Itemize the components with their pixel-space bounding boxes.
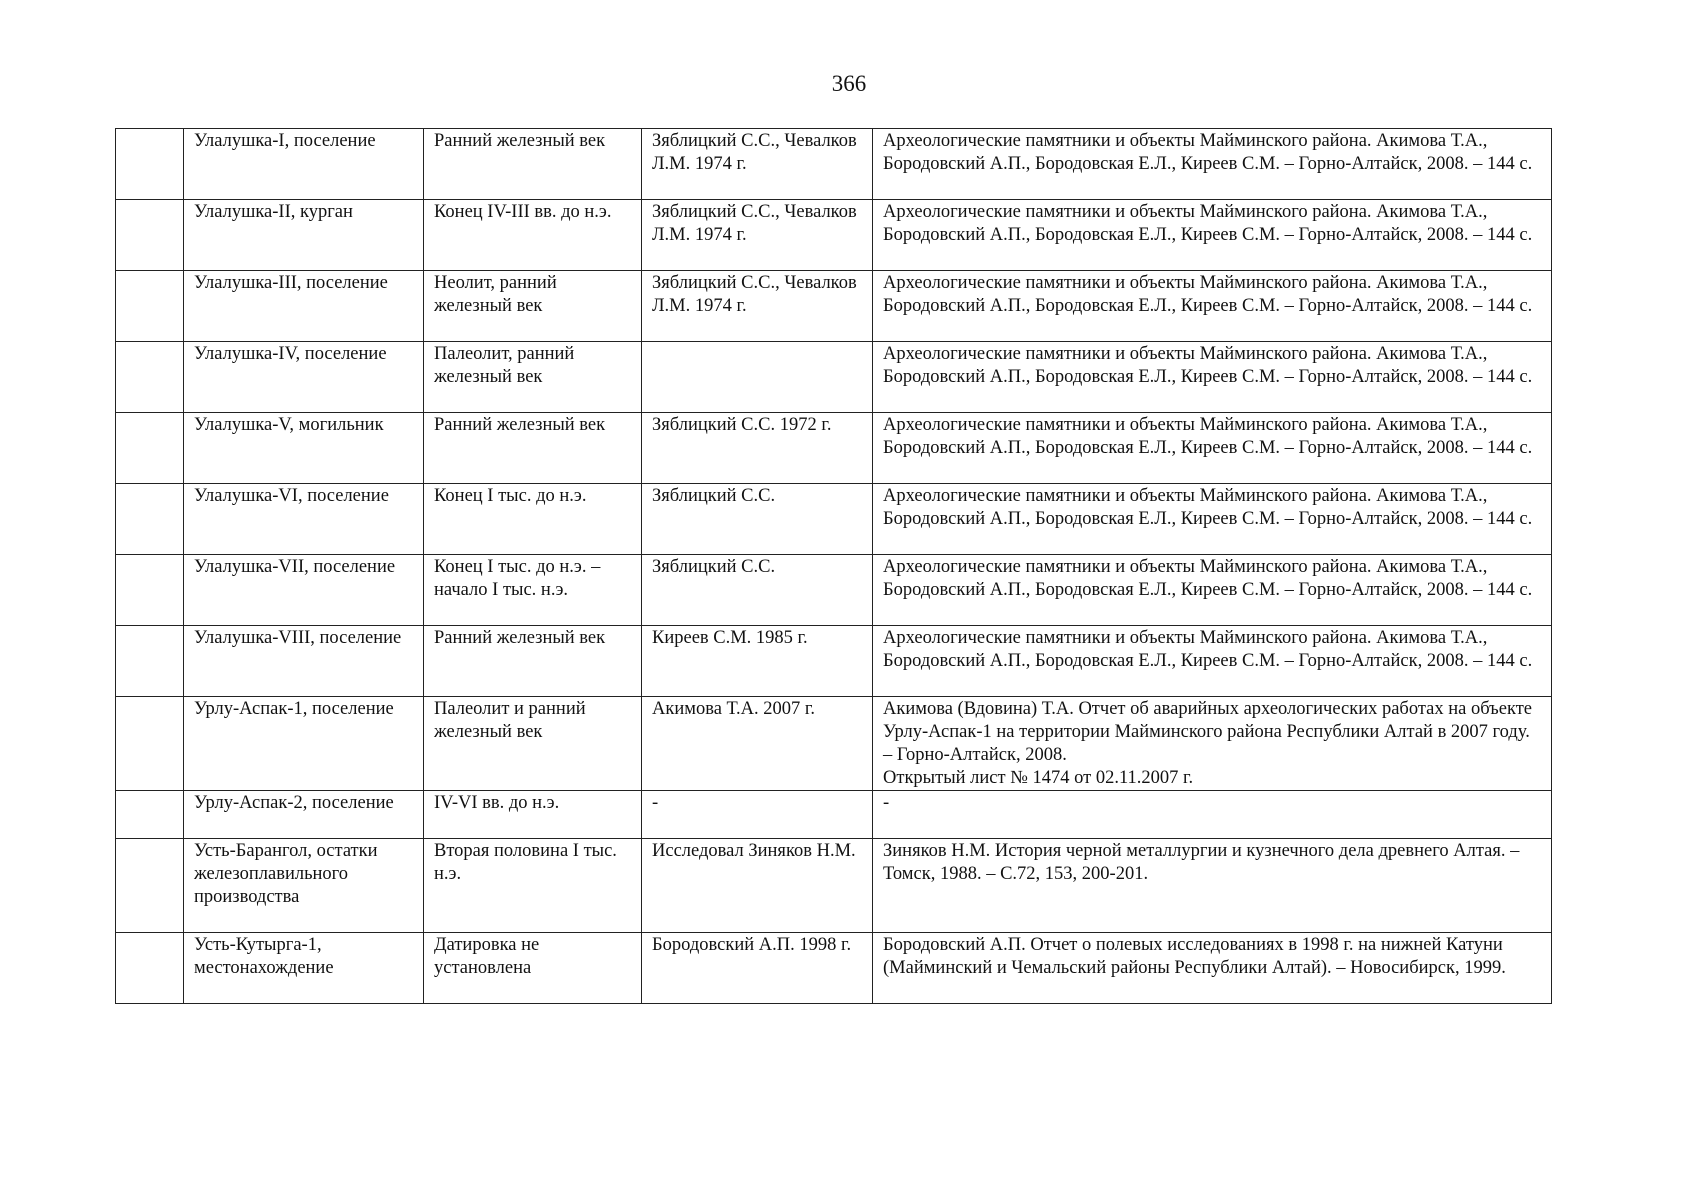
cell-researcher: Акимова Т.А. 2007 г. — [642, 697, 873, 791]
table-row — [116, 555, 1552, 626]
cell-monument-name: Усть-Барангол, остатки железоплавильного производства — [184, 839, 424, 933]
cell-number — [116, 484, 184, 555]
cell-monument-name: Улалушка-III, поселение — [184, 271, 424, 342]
cell-monument-name: Урлу-Аспак-1, поселение — [184, 697, 424, 791]
cell-dating: Датировка не установлена — [424, 933, 642, 1004]
cell-source — [873, 697, 1552, 791]
cell-number — [116, 342, 184, 413]
cell-researcher: Зяблицкий С.С., Чевалков Л.М. 1974 г. — [642, 200, 873, 271]
cell-monument-name: Улалушка-V, могильник — [184, 413, 424, 484]
cell-monument-name: Улалушка-VIII, поселение — [184, 626, 424, 697]
cell-number — [116, 271, 184, 342]
table-row — [116, 200, 1552, 271]
cell-source — [873, 555, 1552, 626]
cell-number — [116, 791, 184, 839]
cell-source — [873, 342, 1552, 413]
cell-number — [116, 413, 184, 484]
source-line: Акимова (Вдовина) Т.А. Отчет об аварийных археологических работах на объекте Урлу-Аспак-1 на территории Майминского района Республики Алтай в 2007 году. – Горно-Алтайск, 2008. — [883, 699, 1532, 765]
cell-number — [116, 933, 184, 1004]
cell-researcher: Зяблицкий С.С. — [642, 555, 873, 626]
cell-dating: Ранний железный век — [424, 129, 642, 200]
cell-researcher: - — [642, 791, 873, 839]
monuments-table — [115, 128, 1552, 1004]
source-line: Археологические памятники и объекты Майминского района. Акимова Т.А., Бородовский А.П., Бородовская Е.Л., Киреев С.М. – Горно-Алтайск, 2008. – 144 с. — [883, 344, 1533, 387]
table-row — [116, 839, 1552, 933]
cell-number — [116, 697, 184, 791]
source-line: Археологические памятники и объекты Майминского района. Акимова Т.А., Бородовский А.П., Бородовская Е.Л., Киреев С.М. – Горно-Алтайск, 2008. – 144 с. — [883, 202, 1533, 245]
cell-monument-name: Улалушка-IV, поселение — [184, 342, 424, 413]
source-line: Археологические памятники и объекты Майминского района. Акимова Т.А., Бородовский А.П., Бородовская Е.Л., Киреев С.М. – Горно-Алтайск, 2008. – 144 с. — [883, 131, 1533, 174]
cell-monument-name: Улалушка-I, поселение — [184, 129, 424, 200]
cell-researcher — [642, 342, 873, 413]
cell-source — [873, 839, 1552, 933]
source-line: Археологические памятники и объекты Майминского района. Акимова Т.А., Бородовский А.П., Бородовская Е.Л., Киреев С.М. – Горно-Алтайск, 2008. – 144 с. — [883, 273, 1533, 316]
cell-source — [873, 129, 1552, 200]
source-line: Археологические памятники и объекты Майминского района. Акимова Т.А., Бородовский А.П., Бородовская Е.Л., Киреев С.М. – Горно-Алтайск, 2008. – 144 с. — [883, 486, 1533, 529]
cell-monument-name: Усть-Кутырга-1, местонахождение — [184, 933, 424, 1004]
cell-dating: Конец I тыс. до н.э. – начало I тыс. н.э. — [424, 555, 642, 626]
cell-dating: Палеолит, ранний железный век — [424, 342, 642, 413]
cell-source — [873, 200, 1552, 271]
table-row — [116, 342, 1552, 413]
page-number: 366 — [831, 71, 867, 96]
table-row — [116, 933, 1552, 1004]
cell-researcher: Зяблицкий С.С. — [642, 484, 873, 555]
table-row — [116, 626, 1552, 697]
cell-dating: Палеолит и ранний железный век — [424, 697, 642, 791]
table-row — [116, 697, 1552, 791]
table-row — [116, 791, 1552, 839]
cell-monument-name: Улалушка-II, курган — [184, 200, 424, 271]
cell-researcher: Зяблицкий С.С., Чевалков Л.М. 1974 г. — [642, 129, 873, 200]
cell-researcher: Зяблицкий С.С. 1972 г. — [642, 413, 873, 484]
cell-source — [873, 626, 1552, 697]
table-row — [116, 129, 1552, 200]
cell-number — [116, 626, 184, 697]
cell-source — [873, 484, 1552, 555]
cell-dating: Конец IV-III вв. до н.э. — [424, 200, 642, 271]
cell-source — [873, 933, 1552, 1004]
cell-source — [873, 271, 1552, 342]
source-line: Зиняков Н.М. История черной металлургии и кузнечного дела древнего Алтая. – Томск, 1988. – С.72, 153, 200-201. — [883, 841, 1520, 884]
cell-dating: Ранний железный век — [424, 413, 642, 484]
source-line: Археологические памятники и объекты Майминского района. Акимова Т.А., Бородовский А.П., Бородовская Е.Л., Киреев С.М. – Горно-Алтайск, 2008. – 144 с. — [883, 557, 1533, 600]
table-row — [116, 484, 1552, 555]
cell-dating: Вторая половина I тыс. н.э. — [424, 839, 642, 933]
source-line: Археологические памятники и объекты Майминского района. Акимова Т.А., Бородовский А.П., Бородовская Е.Л., Киреев С.М. – Горно-Алтайск, 2008. – 144 с. — [883, 628, 1533, 671]
cell-researcher: Бородовский А.П. 1998 г. — [642, 933, 873, 1004]
cell-number — [116, 839, 184, 933]
cell-dating: Неолит, ранний железный век — [424, 271, 642, 342]
cell-dating: IV-VI вв. до н.э. — [424, 791, 642, 839]
source-line: Бородовский А.П. Отчет о полевых исследованиях в 1998 г. на нижней Катуни (Майминский и Чемальский районы Республики Алтай). – Новосибирск, 1999. — [883, 935, 1506, 978]
cell-researcher: Зяблицкий С.С., Чевалков Л.М. 1974 г. — [642, 271, 873, 342]
source-line: Археологические памятники и объекты Майминского района. Акимова Т.А., Бородовский А.П., Бородовская Е.Л., Киреев С.М. – Горно-Алтайск, 2008. – 144 с. — [883, 415, 1533, 458]
source-line: - — [883, 793, 890, 813]
table-row — [116, 413, 1552, 484]
cell-monument-name: Улалушка-VI, поселение — [184, 484, 424, 555]
cell-dating: Ранний железный век — [424, 626, 642, 697]
cell-researcher: Исследовал Зиняков Н.М. — [642, 839, 873, 933]
cell-dating: Конец I тыс. до н.э. — [424, 484, 642, 555]
cell-number — [116, 555, 184, 626]
cell-number — [116, 200, 184, 271]
cell-source — [873, 413, 1552, 484]
cell-monument-name: Улалушка-VII, поселение — [184, 555, 424, 626]
table-row — [116, 271, 1552, 342]
cell-researcher: Киреев С.М. 1985 г. — [642, 626, 873, 697]
cell-source — [873, 791, 1552, 839]
cell-monument-name: Урлу-Аспак-2, поселение — [184, 791, 424, 839]
permit-line: Открытый лист № 1474 от 02.11.2007 г. — [883, 768, 1194, 788]
cell-number — [116, 129, 184, 200]
